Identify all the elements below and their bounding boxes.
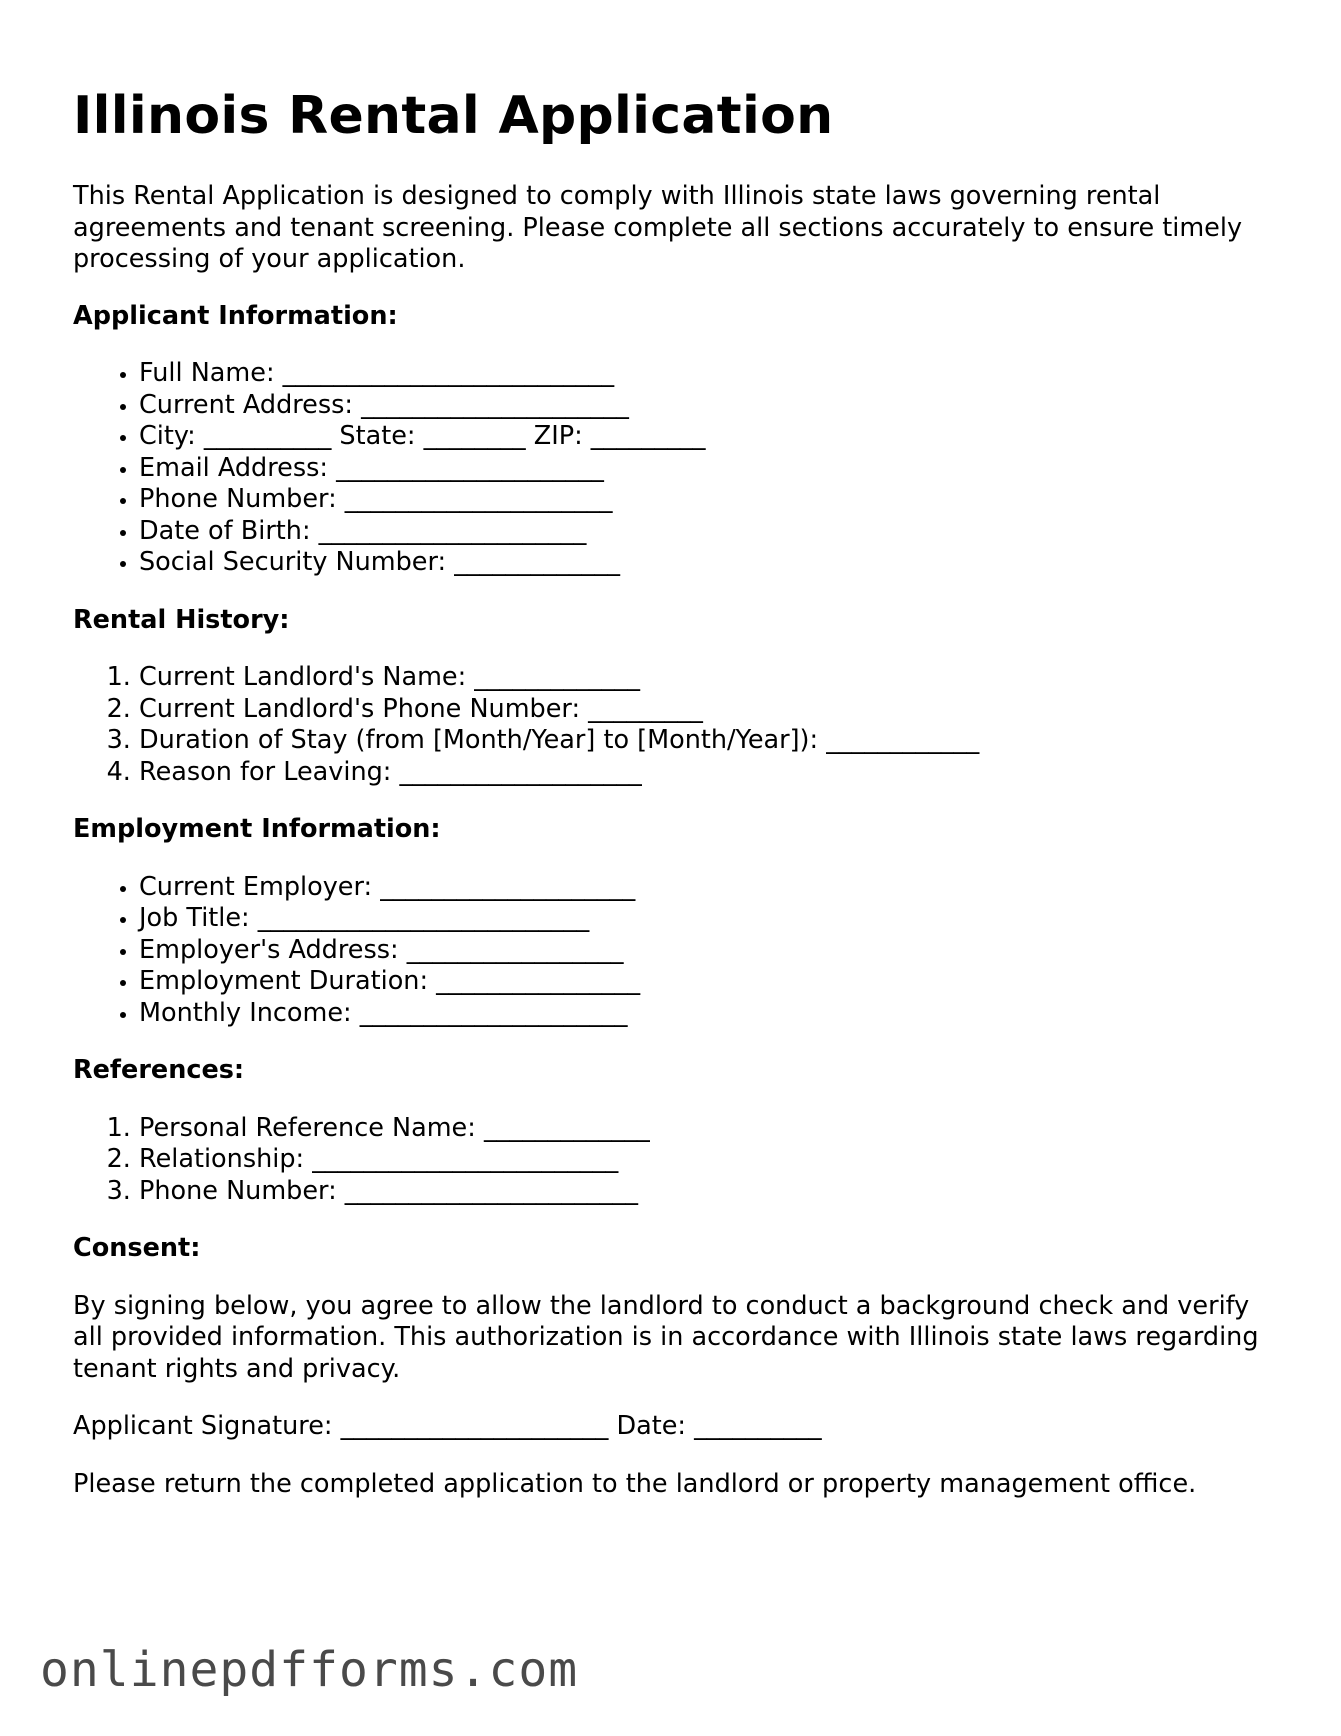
employment-duration-field: • Employment Duration: ________________ bbox=[139, 966, 1273, 998]
references-list bbox=[73, 1113, 1273, 1208]
email-address-field: • Email Address: _____________________ bbox=[139, 453, 1273, 485]
current-employer-field: • Current Employer: ____________________ bbox=[139, 872, 1273, 904]
applicant-information-heading: Applicant Information: bbox=[73, 300, 398, 331]
duration-of-stay-field: 3. Duration of Stay (from [Month/Year] to [Month/Year]): ____________ bbox=[139, 725, 1273, 757]
reference-name-field: 1. Personal Reference Name: _____________ bbox=[139, 1113, 1273, 1145]
full-name-field: • Full Name: __________________________ bbox=[139, 358, 1273, 390]
job-title-field: • Job Title: __________________________ bbox=[139, 903, 1273, 935]
phone-number-field: • Phone Number: _____________________ bbox=[139, 484, 1273, 516]
relationship-field: 2. Relationship: ________________________ bbox=[139, 1144, 1273, 1176]
monthly-income-field: • Monthly Income: _____________________ bbox=[139, 998, 1273, 1030]
applicant-information-list bbox=[73, 358, 1273, 579]
employment-information-list bbox=[73, 872, 1273, 1030]
rental-history-heading: Rental History: bbox=[73, 604, 290, 635]
employment-information-heading: Employment Information: bbox=[73, 814, 441, 844]
social-security-number-field: • Social Security Number: _____________ bbox=[139, 547, 1273, 579]
page-title: Illinois Rental Application bbox=[73, 86, 834, 146]
date-of-birth-field: • Date of Birth: _____________________ bbox=[139, 516, 1273, 548]
rental-history-list bbox=[73, 662, 1273, 788]
reason-for-leaving-field: 4. Reason for Leaving: ___________________ bbox=[139, 757, 1273, 789]
signature-date-line: Applicant Signature: _____________________ Date: __________ bbox=[73, 1411, 822, 1441]
closing-instruction: Please return the completed application to the landlord or property management office. bbox=[73, 1468, 1197, 1499]
landlord-name-field: 1. Current Landlord's Name: _____________ bbox=[139, 662, 1273, 694]
current-address-field: • Current Address: _____________________ bbox=[139, 390, 1273, 422]
reference-phone-field: 3. Phone Number: _______________________ bbox=[139, 1176, 1273, 1208]
landlord-phone-field: 2. Current Landlord's Phone Number: _________ bbox=[139, 694, 1273, 726]
employer-address-field: • Employer's Address: _________________ bbox=[139, 935, 1273, 967]
city-state-zip-field: • City: __________ State: ________ ZIP: _________ bbox=[139, 421, 1273, 453]
references-heading: References: bbox=[73, 1055, 245, 1085]
consent-paragraph: By signing below, you agree to allow the landlord to conduct a background check and verify all provided information. This authorization is in accordance with Illinois state laws regarding tenant rights and privacy. bbox=[73, 1290, 1259, 1384]
intro-paragraph: This Rental Application is designed to comply with Illinois state laws governing rental agreements and tenant screening. Please complete all sections accurately to ensure timely processing of your application. bbox=[73, 181, 1243, 274]
site-watermark: onlinepdfforms.com bbox=[40, 1642, 579, 1698]
document-page bbox=[73, 84, 1273, 1500]
consent-heading: Consent: bbox=[73, 1233, 201, 1263]
